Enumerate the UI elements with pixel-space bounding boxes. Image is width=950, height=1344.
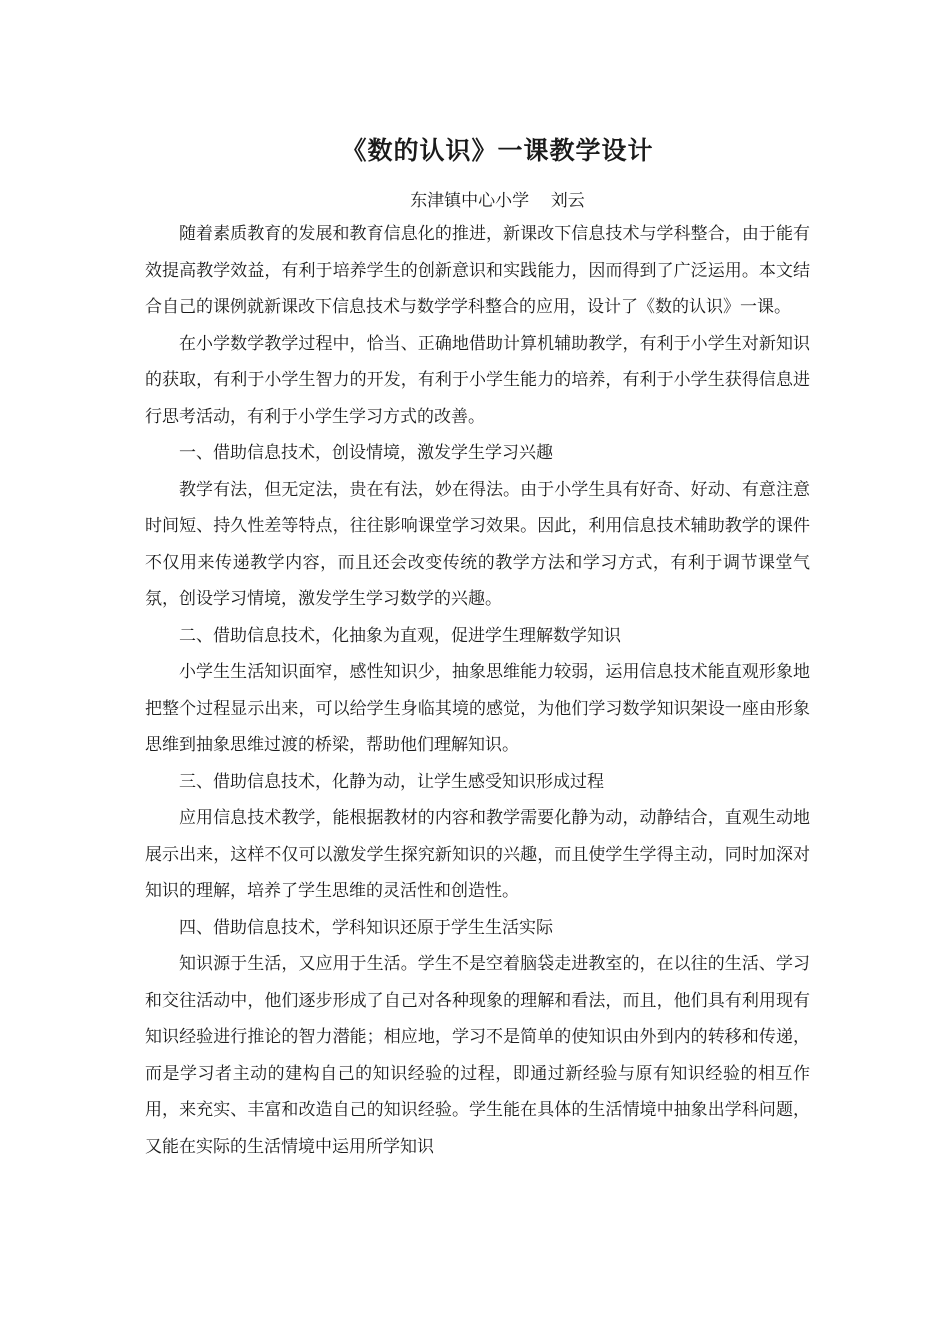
- body-paragraph: 在小学数学教学过程中，恰当、正确地借助计算机辅助教学，有利于小学生对新知识的获取，有利于小学生智力的开发，有利于小学生能力的培养，有利于小学生获得信息进行思考活动，有利于小学生学习方式的改善。: [145, 333, 810, 427]
- document-body: [145, 216, 810, 1165]
- section-heading: 三、借助信息技术，化静为动，让学生感受知识形成过程: [179, 771, 604, 792]
- document-page: [145, 130, 810, 1165]
- section-heading: 四、借助信息技术，学科知识还原于学生生活实际: [179, 917, 553, 938]
- document-author: 东津镇中心小学 刘云: [410, 191, 585, 211]
- body-paragraph: 应用信息技术教学，能根据教材的内容和教学需要化静为动，动静结合，直观生动地展示出来，这样不仅可以激发学生探究新知识的兴趣，而且使学生学得主动，同时加深对知识的理解，培养了学生思维的灵活性和创造性。: [145, 808, 810, 901]
- body-paragraph: 知识源于生活，又应用于生活。学生不是空着脑袋走进教室的，在以往的生活、学习和交往活动中，他们逐步形成了自己对各种现象的理解和看法，而且，他们具有利用现有知识经验进行推论的智力潜能；相应地，学习不是简单的使知识由外到内的转移和传递，而是学习者主动的建构自己的知识经验的过程，即通过新经验与原有知识经验的相互作用，来充实、丰富和改造自己的知识经验。学生能在具体的生活情境中抽象出学科问题，又能在实际的生活情境中运用所学知识: [145, 954, 810, 1157]
- document-title: 《数的认识》一课教学设计: [341, 136, 654, 165]
- section-heading: 一、借助信息技术，创设情境，激发学生学习兴趣: [179, 443, 553, 463]
- body-paragraph: 随着素质教育的发展和教育信息化的推进，新课改下信息技术与学科整合，由于能有效提高教学效益，有利于培养学生的创新意识和实践能力，因而得到了广泛运用。本文结合自己的课例就新课改下信息技术与数学学科整合的应用，设计了《数的认识》一课。: [145, 224, 810, 317]
- section-heading: 二、借助信息技术，化抽象为直观，促进学生理解数学知识: [179, 625, 621, 646]
- body-paragraph: 教学有法，但无定法，贵在有法，妙在得法。由于小学生具有好奇、好动、有意注意时间短、持久性差等特点，往往影响课堂学习效果。因此，利用信息技术辅助教学的课件不仅用来传递教学内容，而且还会改变传统的教学方法和学习方式，有利于调节课堂气氛，创设学习情境，激发学生学习数学的兴趣。: [145, 479, 810, 609]
- body-paragraph: 小学生生活知识面窄，感性知识少，抽象思维能力较弱，运用信息技术能直观形象地把整个过程显示出来，可以给学生身临其境的感觉，为他们学习数学知识架设一座由形象思维到抽象思维过渡的桥梁，帮助他们理解知识。: [145, 662, 810, 755]
